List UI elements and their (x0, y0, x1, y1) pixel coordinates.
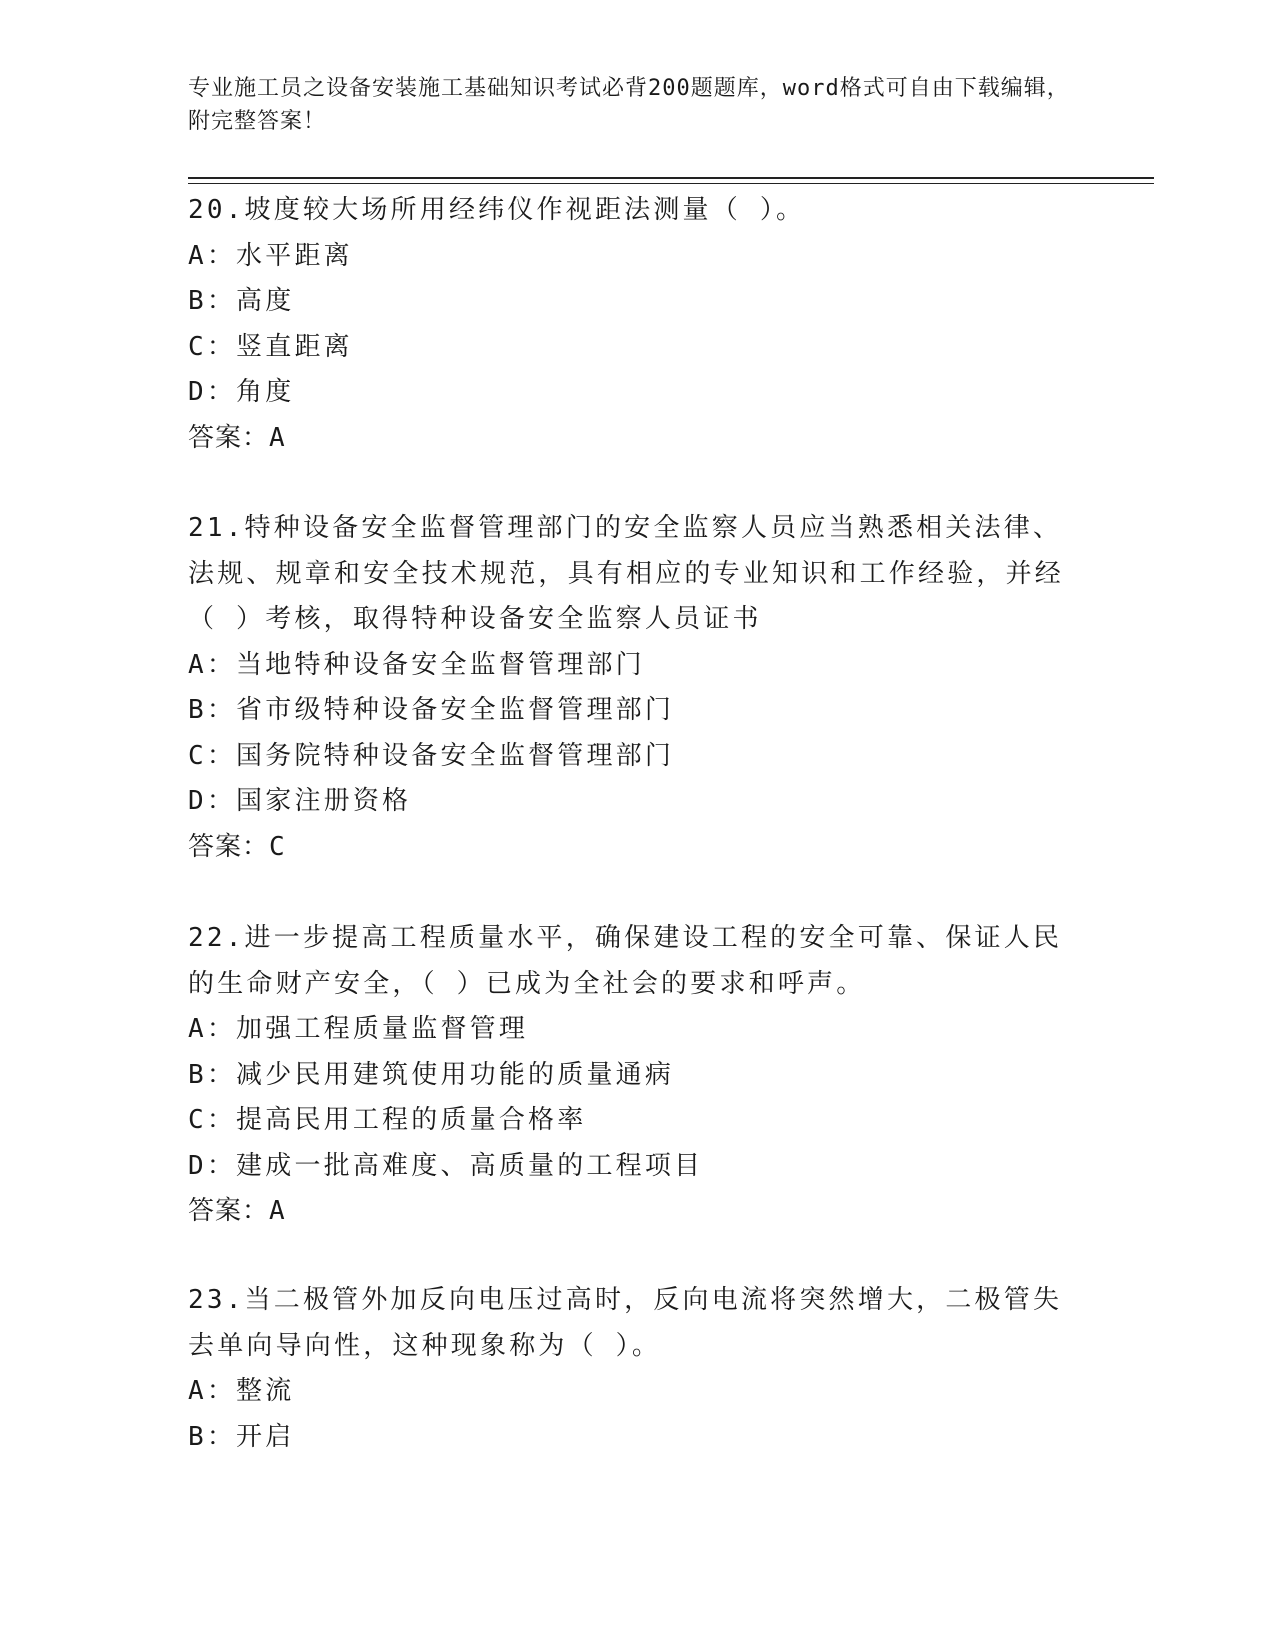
question-21 (188, 506, 1078, 870)
answer-label: 答案： (188, 831, 270, 862)
header-title: 专业施工员之设备安装施工基础知识考试必背200题题库，word格式可自由下载编辑，附完整答案！ (188, 76, 1070, 134)
question-22 (188, 916, 1078, 1235)
answer-value: A (269, 422, 286, 453)
option-b: B：高度 (188, 286, 295, 316)
document-header (188, 72, 1088, 138)
header-divider-thick (188, 177, 1154, 179)
answer-value: C (269, 831, 286, 862)
option-a: A：整流 (188, 1376, 295, 1406)
option-d: D：角度 (188, 377, 295, 407)
header-divider-thin (188, 183, 1154, 184)
option-c: C：提高民用工程的质量合格率 (188, 1105, 587, 1135)
question-stem: 21.特种设备安全监督管理部门的安全监察人员应当熟悉相关法律、法规、规章和安全技术规范，具有相应的专业知识和工作经验，并经（ ）考核，取得特种设备安全监察人员证书 (188, 513, 1065, 634)
option-a: A：加强工程质量监督管理 (188, 1014, 529, 1044)
answer-label: 答案： (188, 422, 270, 453)
option-d: D：国家注册资格 (188, 786, 412, 816)
option-b: B：开启 (188, 1421, 295, 1452)
option-c: C：国务院特种设备安全监督管理部门 (188, 740, 675, 771)
question-stem: 22.进一步提高工程质量水平，确保建设工程的安全可靠、保证人民的生命财产安全，（ ）已成为全社会的要求和呼声。 (188, 923, 1063, 999)
question-20 (188, 188, 1078, 461)
question-stem: 23.当二极管外加反向电压过高时，反向电流将突然增大，二极管失去单向导向性，这种现象称为（ ）。 (188, 1285, 1063, 1361)
option-a: A：当地特种设备安全监督管理部门 (188, 649, 645, 680)
question-stem: 20.坡度较大场所用经纬仪作视距法测量（ ）。 (188, 195, 806, 225)
answer-value: A (269, 1196, 286, 1226)
question-23 (188, 1278, 1078, 1460)
option-d: D：建成一批高难度、高质量的工程项目 (188, 1150, 704, 1181)
option-c: C：竖直距离 (188, 331, 353, 362)
answer-line (188, 416, 1078, 462)
answer-line (188, 1189, 1078, 1235)
option-a: A：水平距离 (188, 240, 353, 271)
option-b: B：减少民用建筑使用功能的质量通病 (188, 1059, 675, 1090)
option-b: B：省市级特种设备安全监督管理部门 (188, 695, 675, 725)
answer-line (188, 825, 1078, 871)
answer-label: 答案： (188, 1196, 270, 1226)
